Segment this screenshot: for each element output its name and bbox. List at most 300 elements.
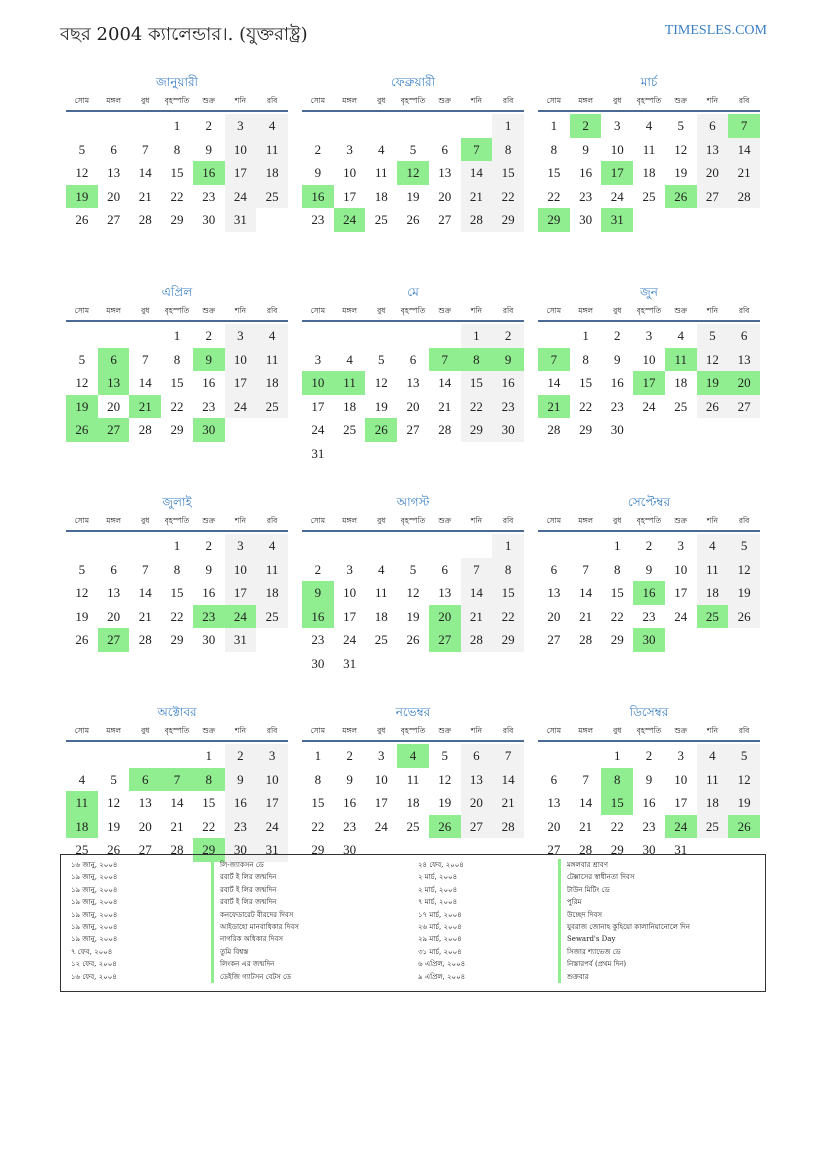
- day-cell[interactable]: 29: [170, 632, 184, 647]
- day-cell[interactable]: 30: [610, 422, 624, 437]
- day-cell[interactable]: 8: [550, 141, 558, 157]
- day-cell[interactable]: 13: [461, 768, 493, 792]
- day-cell[interactable]: 20: [547, 818, 561, 834]
- day-cell[interactable]: 6: [697, 114, 729, 138]
- day-cell[interactable]: 11: [256, 138, 288, 162]
- day-cell[interactable]: 18: [374, 608, 388, 624]
- day-cell[interactable]: 24: [225, 605, 257, 629]
- day-cell[interactable]: 8: [173, 351, 181, 367]
- day-cell[interactable]: 28: [728, 185, 760, 209]
- day-cell[interactable]: 6: [441, 561, 448, 577]
- day-cell[interactable]: 19: [406, 608, 420, 624]
- day-cell[interactable]: 6: [409, 351, 417, 367]
- day-cell[interactable]: 5: [441, 748, 448, 763]
- day-cell[interactable]: 21: [170, 818, 184, 834]
- day-cell[interactable]: 26: [728, 815, 760, 839]
- day-cell[interactable]: 5: [677, 118, 684, 133]
- day-cell[interactable]: 10: [610, 141, 624, 157]
- day-cell[interactable]: 17: [225, 581, 257, 605]
- day-cell[interactable]: 31: [311, 445, 325, 461]
- day-cell[interactable]: 21: [138, 608, 152, 624]
- day-cell[interactable]: 8: [173, 141, 181, 157]
- day-cell[interactable]: 25: [343, 422, 357, 437]
- day-cell[interactable]: 30: [193, 418, 225, 442]
- day-cell[interactable]: 3: [677, 538, 684, 553]
- day-cell[interactable]: 18: [697, 791, 729, 815]
- day-cell[interactable]: 29: [538, 208, 570, 232]
- day-cell[interactable]: 9: [346, 771, 353, 787]
- day-cell[interactable]: 16: [302, 185, 334, 209]
- day-cell[interactable]: 13: [138, 795, 152, 810]
- day-cell[interactable]: 12: [75, 585, 89, 600]
- day-cell[interactable]: 27: [461, 815, 493, 839]
- day-cell[interactable]: 14: [138, 585, 152, 600]
- day-cell[interactable]: 28: [138, 212, 152, 227]
- day-cell[interactable]: 28: [579, 632, 593, 647]
- day-cell[interactable]: 6: [441, 141, 448, 157]
- day-cell[interactable]: 14: [547, 375, 561, 390]
- day-cell[interactable]: 28: [579, 842, 593, 857]
- day-cell[interactable]: 9: [205, 561, 212, 577]
- day-cell[interactable]: 19: [728, 581, 760, 605]
- day-cell[interactable]: 2: [225, 744, 257, 768]
- day-cell[interactable]: 23: [225, 815, 257, 839]
- day-cell[interactable]: 17: [225, 161, 257, 185]
- day-cell[interactable]: 27: [697, 185, 729, 209]
- day-cell[interactable]: 20: [728, 371, 760, 395]
- day-cell[interactable]: 8: [173, 561, 181, 577]
- day-cell[interactable]: 13: [547, 795, 561, 810]
- day-cell[interactable]: 29: [579, 422, 593, 437]
- day-cell[interactable]: 2: [205, 328, 212, 343]
- day-cell[interactable]: 12: [438, 771, 452, 787]
- day-cell[interactable]: 26: [107, 842, 121, 857]
- day-cell[interactable]: 28: [138, 422, 152, 437]
- day-cell[interactable]: 11: [66, 791, 98, 815]
- day-cell[interactable]: 9: [205, 141, 212, 157]
- day-cell[interactable]: 27: [138, 842, 152, 857]
- day-cell[interactable]: 20: [107, 188, 121, 204]
- day-cell[interactable]: 22: [170, 608, 184, 624]
- day-cell[interactable]: 20: [461, 791, 493, 815]
- day-cell[interactable]: 18: [256, 161, 288, 185]
- day-cell[interactable]: 1: [492, 534, 524, 558]
- day-cell[interactable]: 14: [492, 768, 524, 792]
- day-cell[interactable]: 12: [728, 768, 760, 792]
- day-cell[interactable]: 19: [66, 185, 98, 209]
- day-cell[interactable]: 25: [256, 395, 288, 419]
- day-cell[interactable]: 4: [78, 771, 86, 787]
- day-cell[interactable]: 21: [461, 605, 493, 629]
- day-cell[interactable]: 20: [547, 608, 561, 624]
- day-cell[interactable]: 4: [378, 561, 385, 577]
- day-cell[interactable]: 24: [610, 188, 624, 204]
- day-cell[interactable]: 15: [610, 585, 624, 600]
- day-cell[interactable]: 28: [170, 842, 184, 857]
- day-cell[interactable]: 1: [173, 328, 181, 343]
- day-cell[interactable]: 12: [75, 375, 89, 390]
- day-cell[interactable]: 22: [202, 818, 216, 834]
- day-cell[interactable]: 19: [697, 371, 729, 395]
- day-cell[interactable]: 2: [314, 561, 322, 577]
- day-cell[interactable]: 15: [311, 795, 325, 810]
- day-cell[interactable]: 21: [579, 818, 593, 834]
- day-cell[interactable]: 5: [378, 351, 385, 367]
- day-cell[interactable]: 24: [343, 632, 357, 647]
- day-cell[interactable]: 15: [170, 585, 184, 600]
- day-cell[interactable]: 4: [697, 744, 729, 768]
- day-cell[interactable]: 1: [314, 748, 322, 763]
- day-cell[interactable]: 19: [107, 818, 121, 834]
- day-cell[interactable]: 4: [397, 744, 429, 768]
- day-cell[interactable]: 26: [697, 395, 729, 419]
- day-cell[interactable]: 8: [614, 561, 621, 577]
- day-cell[interactable]: 25: [374, 632, 388, 647]
- day-cell[interactable]: 12: [75, 165, 89, 180]
- day-cell[interactable]: 23: [311, 632, 325, 647]
- day-cell[interactable]: 16: [202, 375, 216, 390]
- day-cell[interactable]: 7: [582, 561, 589, 577]
- day-cell[interactable]: 8: [193, 768, 225, 792]
- day-cell[interactable]: 5: [409, 561, 417, 577]
- day-cell[interactable]: 25: [75, 842, 89, 857]
- day-cell[interactable]: 3: [225, 324, 257, 348]
- day-cell[interactable]: 2: [346, 748, 353, 763]
- day-cell[interactable]: 22: [311, 818, 325, 834]
- day-cell[interactable]: 12: [397, 161, 429, 185]
- day-cell[interactable]: 2: [205, 538, 212, 553]
- day-cell[interactable]: 14: [461, 581, 493, 605]
- day-cell[interactable]: 21: [438, 398, 452, 414]
- day-cell[interactable]: 31: [225, 628, 257, 652]
- day-cell[interactable]: 29: [461, 418, 493, 442]
- day-cell[interactable]: 13: [107, 585, 121, 600]
- day-cell[interactable]: 16: [492, 371, 524, 395]
- day-cell[interactable]: 28: [461, 628, 493, 652]
- day-cell[interactable]: 5: [78, 351, 86, 367]
- day-cell[interactable]: 2: [614, 328, 621, 343]
- day-cell[interactable]: 1: [205, 748, 212, 763]
- day-cell[interactable]: 24: [225, 185, 257, 209]
- day-cell[interactable]: 16: [642, 795, 656, 810]
- day-cell[interactable]: 23: [193, 605, 225, 629]
- day-cell[interactable]: 31: [256, 838, 288, 862]
- day-cell[interactable]: 10: [374, 771, 388, 787]
- day-cell[interactable]: 30: [225, 838, 257, 862]
- day-cell[interactable]: 7: [161, 768, 193, 792]
- day-cell[interactable]: 7: [538, 348, 570, 372]
- day-cell[interactable]: 27: [98, 418, 130, 442]
- day-cell[interactable]: 10: [343, 585, 357, 600]
- day-cell[interactable]: 17: [256, 791, 288, 815]
- day-cell[interactable]: 19: [406, 188, 420, 204]
- day-cell[interactable]: 22: [547, 188, 561, 204]
- day-cell[interactable]: 20: [138, 818, 152, 834]
- day-cell[interactable]: 4: [346, 351, 353, 367]
- day-cell[interactable]: 6: [110, 561, 117, 577]
- day-cell[interactable]: 14: [728, 138, 760, 162]
- day-cell[interactable]: 18: [406, 795, 420, 810]
- day-cell[interactable]: 22: [170, 398, 184, 414]
- day-cell[interactable]: 1: [582, 328, 589, 343]
- day-cell[interactable]: 18: [642, 165, 656, 180]
- day-cell[interactable]: 10: [674, 561, 688, 577]
- day-cell[interactable]: 26: [406, 632, 420, 647]
- day-cell[interactable]: 6: [550, 771, 558, 787]
- day-cell[interactable]: 11: [375, 165, 388, 180]
- day-cell[interactable]: 12: [728, 558, 760, 582]
- day-cell[interactable]: 3: [346, 561, 353, 577]
- day-cell[interactable]: 20: [429, 605, 461, 629]
- day-cell[interactable]: 10: [343, 165, 357, 180]
- day-cell[interactable]: 30: [343, 842, 357, 857]
- day-cell[interactable]: 29: [610, 632, 624, 647]
- day-cell[interactable]: 27: [547, 842, 561, 857]
- day-cell[interactable]: 8: [492, 138, 524, 162]
- day-cell[interactable]: 26: [665, 185, 697, 209]
- day-cell[interactable]: 11: [256, 558, 288, 582]
- day-cell[interactable]: 8: [314, 771, 322, 787]
- day-cell[interactable]: 27: [438, 212, 452, 227]
- day-cell[interactable]: 2: [645, 538, 653, 553]
- day-cell[interactable]: 5: [728, 744, 760, 768]
- day-cell[interactable]: 4: [645, 118, 653, 133]
- day-cell[interactable]: 17: [343, 188, 357, 204]
- day-cell[interactable]: 15: [492, 581, 524, 605]
- day-cell[interactable]: 25: [697, 815, 729, 839]
- day-cell[interactable]: 12: [697, 348, 729, 372]
- day-cell[interactable]: 6: [110, 141, 117, 157]
- day-cell[interactable]: 17: [311, 398, 325, 414]
- day-cell[interactable]: 6: [461, 744, 493, 768]
- day-cell[interactable]: 14: [138, 165, 152, 180]
- day-cell[interactable]: 8: [461, 348, 493, 372]
- day-cell[interactable]: 25: [697, 605, 729, 629]
- day-cell[interactable]: 19: [438, 795, 452, 810]
- day-cell[interactable]: 26: [75, 632, 89, 647]
- day-cell[interactable]: 30: [202, 632, 216, 647]
- day-cell[interactable]: 17: [633, 371, 665, 395]
- day-cell[interactable]: 16: [193, 161, 225, 185]
- day-cell[interactable]: 7: [582, 771, 589, 787]
- day-cell[interactable]: 24: [225, 395, 257, 419]
- day-cell[interactable]: 30: [202, 212, 216, 227]
- day-cell[interactable]: 18: [374, 188, 388, 204]
- day-cell[interactable]: 19: [66, 395, 98, 419]
- brand-link[interactable]: TIMESLES.COM: [664, 23, 767, 38]
- day-cell[interactable]: 22: [492, 605, 524, 629]
- day-cell[interactable]: 15: [170, 375, 184, 390]
- day-cell[interactable]: 25: [406, 818, 420, 834]
- day-cell[interactable]: 11: [375, 585, 388, 600]
- day-cell[interactable]: 20: [697, 161, 729, 185]
- day-cell[interactable]: 29: [193, 838, 225, 862]
- day-cell[interactable]: 10: [225, 138, 257, 162]
- day-cell[interactable]: 17: [343, 608, 357, 624]
- day-cell[interactable]: 30: [642, 842, 656, 857]
- day-cell[interactable]: 16: [225, 791, 257, 815]
- day-cell[interactable]: 9: [314, 165, 322, 180]
- day-cell[interactable]: 12: [406, 585, 420, 600]
- day-cell[interactable]: 25: [642, 188, 656, 204]
- day-cell[interactable]: 6: [550, 561, 558, 577]
- day-cell[interactable]: 3: [614, 118, 621, 133]
- day-cell[interactable]: 16: [302, 605, 334, 629]
- day-cell[interactable]: 3: [645, 328, 653, 343]
- day-cell[interactable]: 25: [256, 185, 288, 209]
- day-cell[interactable]: 1: [492, 114, 524, 138]
- day-cell[interactable]: 17: [674, 585, 688, 600]
- day-cell[interactable]: 15: [202, 795, 216, 810]
- day-cell[interactable]: 14: [579, 585, 593, 600]
- day-cell[interactable]: 6: [98, 348, 130, 372]
- day-cell[interactable]: 1: [614, 748, 621, 763]
- day-cell[interactable]: 23: [343, 818, 357, 834]
- day-cell[interactable]: 24: [674, 608, 688, 624]
- day-cell[interactable]: 17: [601, 161, 633, 185]
- day-cell[interactable]: 21: [138, 188, 152, 204]
- day-cell[interactable]: 9: [645, 561, 653, 577]
- day-cell[interactable]: 7: [461, 558, 493, 582]
- day-cell[interactable]: 22: [610, 818, 624, 834]
- day-cell[interactable]: 13: [697, 138, 729, 162]
- day-cell[interactable]: 21: [579, 608, 593, 624]
- day-cell[interactable]: 24: [665, 815, 697, 839]
- day-cell[interactable]: 10: [302, 371, 334, 395]
- day-cell[interactable]: 7: [429, 348, 461, 372]
- day-cell[interactable]: 31: [601, 208, 633, 232]
- day-cell[interactable]: 1: [173, 118, 181, 133]
- day-cell[interactable]: 28: [438, 422, 452, 437]
- day-cell[interactable]: 11: [642, 141, 656, 157]
- day-cell[interactable]: 26: [429, 815, 461, 839]
- day-cell[interactable]: 14: [138, 375, 152, 390]
- day-cell[interactable]: 17: [225, 371, 257, 395]
- day-cell[interactable]: 28: [461, 208, 493, 232]
- day-cell[interactable]: 15: [492, 161, 524, 185]
- day-cell[interactable]: 22: [610, 608, 624, 624]
- day-cell[interactable]: 27: [406, 422, 420, 437]
- day-cell[interactable]: 3: [677, 748, 684, 763]
- day-cell[interactable]: 10: [642, 351, 656, 367]
- day-cell[interactable]: 27: [98, 628, 130, 652]
- day-cell[interactable]: 13: [438, 165, 452, 180]
- day-cell[interactable]: 27: [429, 628, 461, 652]
- day-cell[interactable]: 13: [547, 585, 561, 600]
- day-cell[interactable]: 28: [547, 422, 561, 437]
- day-cell[interactable]: 13: [98, 371, 130, 395]
- day-cell[interactable]: 9: [614, 351, 621, 367]
- day-cell[interactable]: 13: [728, 348, 760, 372]
- day-cell[interactable]: 17: [374, 795, 388, 810]
- day-cell[interactable]: 23: [610, 398, 624, 414]
- day-cell[interactable]: 13: [406, 375, 420, 390]
- day-cell[interactable]: 9: [492, 348, 524, 372]
- day-cell[interactable]: 24: [311, 422, 325, 437]
- day-cell[interactable]: 11: [256, 348, 288, 372]
- day-cell[interactable]: 5: [78, 561, 86, 577]
- day-cell[interactable]: 20: [107, 398, 121, 414]
- day-cell[interactable]: 29: [170, 422, 184, 437]
- day-cell[interactable]: 3: [378, 748, 385, 763]
- day-cell[interactable]: 4: [378, 141, 385, 157]
- day-cell[interactable]: 23: [642, 608, 656, 624]
- day-cell[interactable]: 9: [225, 768, 257, 792]
- day-cell[interactable]: 15: [579, 375, 593, 390]
- day-cell[interactable]: 29: [492, 628, 524, 652]
- day-cell[interactable]: 28: [138, 632, 152, 647]
- day-cell[interactable]: 16: [343, 795, 357, 810]
- day-cell[interactable]: 7: [492, 744, 524, 768]
- day-cell[interactable]: 5: [110, 771, 117, 787]
- day-cell[interactable]: 10: [225, 348, 257, 372]
- day-cell[interactable]: 18: [256, 371, 288, 395]
- day-cell[interactable]: 11: [697, 768, 729, 792]
- day-cell[interactable]: 21: [461, 185, 493, 209]
- day-cell[interactable]: 9: [645, 771, 653, 787]
- day-cell[interactable]: 27: [728, 395, 760, 419]
- day-cell[interactable]: 23: [579, 188, 593, 204]
- day-cell[interactable]: 23: [202, 188, 216, 204]
- day-cell[interactable]: 5: [78, 141, 86, 157]
- day-cell[interactable]: 12: [107, 795, 121, 810]
- day-cell[interactable]: 3: [346, 141, 353, 157]
- day-cell[interactable]: 20: [438, 188, 452, 204]
- day-cell[interactable]: 4: [677, 328, 684, 343]
- day-cell[interactable]: 22: [492, 185, 524, 209]
- day-cell[interactable]: 1: [461, 324, 493, 348]
- day-cell[interactable]: 29: [610, 842, 624, 857]
- day-cell[interactable]: 4: [256, 324, 288, 348]
- day-cell[interactable]: 1: [173, 538, 181, 553]
- day-cell[interactable]: 8: [601, 768, 633, 792]
- day-cell[interactable]: 26: [75, 212, 89, 227]
- day-cell[interactable]: 11: [665, 348, 697, 372]
- day-cell[interactable]: 19: [674, 165, 688, 180]
- day-cell[interactable]: 8: [492, 558, 524, 582]
- day-cell[interactable]: 25: [674, 398, 688, 414]
- day-cell[interactable]: 23: [311, 212, 325, 227]
- day-cell[interactable]: 21: [538, 395, 570, 419]
- day-cell[interactable]: 9: [302, 581, 334, 605]
- day-cell[interactable]: 4: [256, 114, 288, 138]
- day-cell[interactable]: 14: [170, 795, 184, 810]
- day-cell[interactable]: 18: [674, 375, 688, 390]
- day-cell[interactable]: 15: [461, 371, 493, 395]
- day-cell[interactable]: 27: [107, 212, 121, 227]
- day-cell[interactable]: 13: [438, 585, 452, 600]
- day-cell[interactable]: 29: [492, 208, 524, 232]
- day-cell[interactable]: 21: [492, 791, 524, 815]
- day-cell[interactable]: 3: [314, 351, 322, 367]
- day-cell[interactable]: 15: [601, 791, 633, 815]
- day-cell[interactable]: 3: [225, 534, 257, 558]
- day-cell[interactable]: 19: [728, 791, 760, 815]
- day-cell[interactable]: 19: [75, 608, 89, 624]
- day-cell[interactable]: 23: [642, 818, 656, 834]
- day-cell[interactable]: 24: [256, 815, 288, 839]
- day-cell[interactable]: 10: [674, 771, 688, 787]
- day-cell[interactable]: 14: [438, 375, 452, 390]
- day-cell[interactable]: 18: [343, 398, 357, 414]
- day-cell[interactable]: 29: [311, 842, 325, 857]
- day-cell[interactable]: 30: [311, 655, 325, 671]
- day-cell[interactable]: 24: [334, 208, 366, 232]
- day-cell[interactable]: 10: [256, 768, 288, 792]
- day-cell[interactable]: 1: [550, 118, 558, 133]
- day-cell[interactable]: 2: [645, 748, 653, 763]
- day-cell[interactable]: 31: [343, 655, 357, 671]
